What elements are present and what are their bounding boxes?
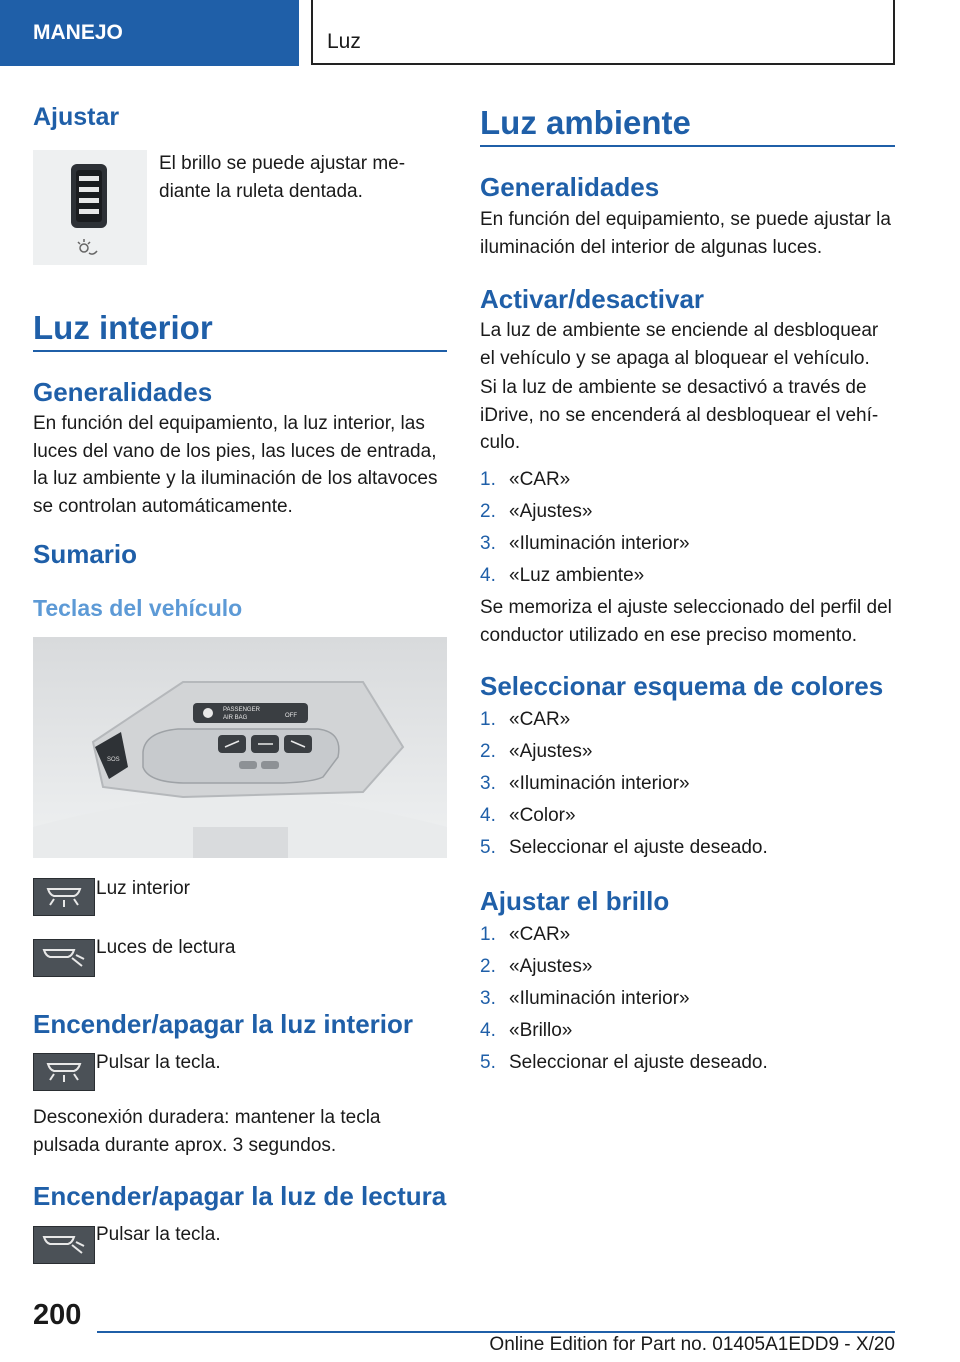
step-number: 1. <box>480 469 496 490</box>
heading-rule <box>33 350 447 352</box>
step-text: «Ajustes» <box>509 501 593 522</box>
pulsar-text: Pulsar la tecla. <box>96 1224 221 1245</box>
encender-lectura-heading: Encender/apagar la luz de lectura <box>33 1181 447 1211</box>
generalidades-heading: Generalidades <box>480 172 660 202</box>
dimmer-wheel-image <box>33 150 147 265</box>
section-tab: MANEJO <box>0 0 299 66</box>
step-number: 5. <box>480 837 496 858</box>
interior-light-icon <box>33 1053 95 1091</box>
seleccionar-heading: Seleccionar esquema de colores <box>480 671 884 701</box>
step-number: 2. <box>480 741 496 762</box>
step-number: 5. <box>480 1052 496 1073</box>
desconexion-text: Desconexión duradera: mantener la tecla pulsada durante aprox. 3 segundos. <box>33 1107 381 1156</box>
overhead-console-image <box>33 637 447 858</box>
list-item <box>480 704 895 736</box>
generalidades-heading: Generalidades <box>33 377 213 407</box>
step-number: 4. <box>480 805 496 826</box>
step-text: «Luz ambiente» <box>509 565 645 586</box>
generalidades-text: En función del equipamiento, la luz interior, las luces del vano de los pies, las luces de entrada, la luz ambiente y la iluminación de los altavoces se controlan automáticamente. <box>33 413 438 517</box>
step-text: «Ajustes» <box>509 741 593 762</box>
list-item <box>480 464 895 496</box>
step-text: Seleccionar el ajuste deseado. <box>509 837 768 858</box>
reading-light-icon <box>33 1226 95 1264</box>
page-number: 200 <box>33 1299 82 1331</box>
step-number: 2. <box>480 501 496 522</box>
step-text: «Iluminación interior» <box>509 773 690 794</box>
activar-steps-list <box>480 464 895 592</box>
luz-interior-heading: Luz interior <box>33 309 213 346</box>
step-number: 1. <box>480 709 496 730</box>
edition-text: Online Edition for Part no. 01405A1EDD9 - X/20 <box>489 1334 895 1355</box>
list-item <box>480 800 895 832</box>
step-text: «Ajustes» <box>509 956 593 977</box>
step-text: «CAR» <box>509 469 571 490</box>
step-number: 2. <box>480 956 496 977</box>
encender-interior-heading: Encender/apagar la luz interior <box>33 1009 413 1039</box>
memoriza-text: Se memoriza el ajuste seleccionado del perfil del conductor utilizado en ese preciso momento. <box>480 597 892 646</box>
interior-light-label: Luz interior <box>96 878 190 899</box>
teclas-heading: Teclas del vehículo <box>33 595 243 621</box>
step-number: 1. <box>480 924 496 945</box>
list-item <box>480 736 895 768</box>
generalidades-text: En función del equipamiento, se puede ajustar la iluminación del interior de algunas luces. <box>480 209 891 258</box>
list-item <box>480 496 895 528</box>
sumario-heading: Sumario <box>33 539 138 569</box>
page-header <box>0 0 960 66</box>
step-text: «Brillo» <box>509 1020 573 1041</box>
reading-light-icon <box>33 939 95 977</box>
step-number: 3. <box>480 533 496 554</box>
sos-label: SOS <box>107 757 120 763</box>
step-text: Seleccionar el ajuste deseado. <box>509 1052 768 1073</box>
step-number: 4. <box>480 1020 496 1041</box>
list-item <box>480 832 895 864</box>
passenger-label: PASSENGER <box>223 707 260 713</box>
list-item <box>480 951 895 983</box>
step-number: 4. <box>480 565 496 586</box>
step-text: «Color» <box>509 805 576 826</box>
activar-heading: Activar/desactivar <box>480 284 705 314</box>
interior-light-icon <box>33 878 95 916</box>
footer-rule <box>97 1331 895 1333</box>
off-label: OFF <box>285 713 297 719</box>
list-item <box>480 1015 895 1047</box>
step-text: «CAR» <box>509 924 571 945</box>
luz-ambiente-heading: Luz ambiente <box>480 104 691 141</box>
brillo-steps-list <box>480 919 895 1079</box>
pulsar-text: Pulsar la tecla. <box>96 1052 221 1073</box>
reading-light-label: Luces de lectura <box>96 937 236 958</box>
list-item <box>480 1047 895 1079</box>
activar-text-1: La luz de ambiente se enciende al desbloquear el vehículo y se apaga al bloquear el vehículo. <box>480 320 879 369</box>
brillo-heading: Ajustar el brillo <box>480 886 670 916</box>
list-item <box>480 528 895 560</box>
list-item <box>480 560 895 592</box>
activar-text-2: Si la luz de ambiente se desactivó a través de iDrive, no se encenderá al desbloquear el vehículo. <box>480 377 879 453</box>
ajustar-text: El brillo se puede ajustar mediante la ruleta dentada. <box>159 153 406 202</box>
step-number: 3. <box>480 988 496 1009</box>
list-item <box>480 768 895 800</box>
chapter-tab: Luz <box>311 0 895 65</box>
step-number: 3. <box>480 773 496 794</box>
heading-rule <box>480 145 895 147</box>
colores-steps-list <box>480 704 895 864</box>
ajustar-heading: Ajustar <box>33 103 120 131</box>
step-text: «Iluminación interior» <box>509 533 690 554</box>
step-text: «Iluminación interior» <box>509 988 690 1009</box>
list-item <box>480 919 895 951</box>
step-text: «CAR» <box>509 709 571 730</box>
list-item <box>480 983 895 1015</box>
airbag-label: AIR BAG <box>223 715 248 721</box>
